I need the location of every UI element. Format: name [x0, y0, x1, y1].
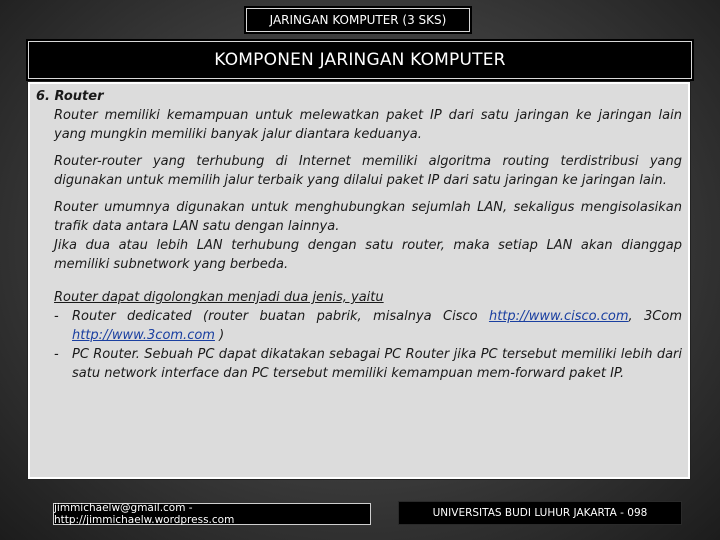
- footer-contact-text: jimmichaelw@gmail.com - http://jimmichaelw.wordpress.com: [54, 502, 235, 526]
- list-item: [54, 307, 682, 345]
- list-item: [54, 345, 682, 383]
- footer-contact: [53, 503, 371, 525]
- item1-mid: , 3Com: [628, 309, 683, 324]
- router-types-intro: Router dapat digolongkan menjadi dua jenis, yaitu: [54, 290, 384, 305]
- paragraph-2: Router-router yang terhubung di Internet memiliki algoritma routing terdistribusi yang digunakan untuk memilih jalur terbaik yang dilalui paket IP dari satu jaringan ke jaringan lain.: [54, 154, 682, 188]
- footer-university: [398, 501, 682, 525]
- router-types-list: [54, 307, 682, 383]
- item1-prefix: Router dedicated (router buatan pabrik, misalnya Cisco: [72, 309, 489, 324]
- slide-title: [28, 41, 692, 79]
- course-label-text: JARINGAN KOMPUTER (3 SKS): [269, 13, 447, 27]
- section-heading: 6. Router: [36, 89, 104, 104]
- list-dash: -: [54, 309, 59, 324]
- cisco-link[interactable]: http://www.cisco.com: [488, 309, 629, 324]
- content-body: [30, 87, 682, 383]
- slide-title-text: KOMPONEN JARINGAN KOMPUTER: [214, 50, 506, 70]
- footer-university-text: UNIVERSITAS BUDI LUHUR JAKARTA - 098: [432, 507, 648, 519]
- paragraph-4: Jika dua atau lebih LAN terhubung dengan satu router, maka setiap LAN akan dianggap memiliki subnetwork yang berbeda.: [54, 238, 682, 272]
- list-item-text: PC Router. Sebuah PC dapat dikatakan sebagai PC Router jika PC tersebut memiliki lebih dari satu network interface dan PC tersebut memiliki kemampuan mem-forward paket IP.: [72, 347, 682, 381]
- course-label: [246, 8, 470, 32]
- paragraph-3: Router umumnya digunakan untuk menghubungkan sejumlah LAN, sekaligus mengisolasikan trafik data antara LAN satu dengan lainnya.: [54, 200, 682, 234]
- 3com-link[interactable]: http://www.3com.com: [72, 328, 215, 343]
- content-panel: [28, 82, 690, 479]
- list-item-text: [72, 307, 682, 345]
- item1-suffix: ): [214, 328, 225, 343]
- paragraph-1: Router memiliki kemampuan untuk melewatkan paket IP dari satu jaringan ke jaringan lain yang mungkin memiliki banyak jalur diantara keduanya.: [54, 108, 682, 142]
- list-dash: -: [54, 347, 59, 362]
